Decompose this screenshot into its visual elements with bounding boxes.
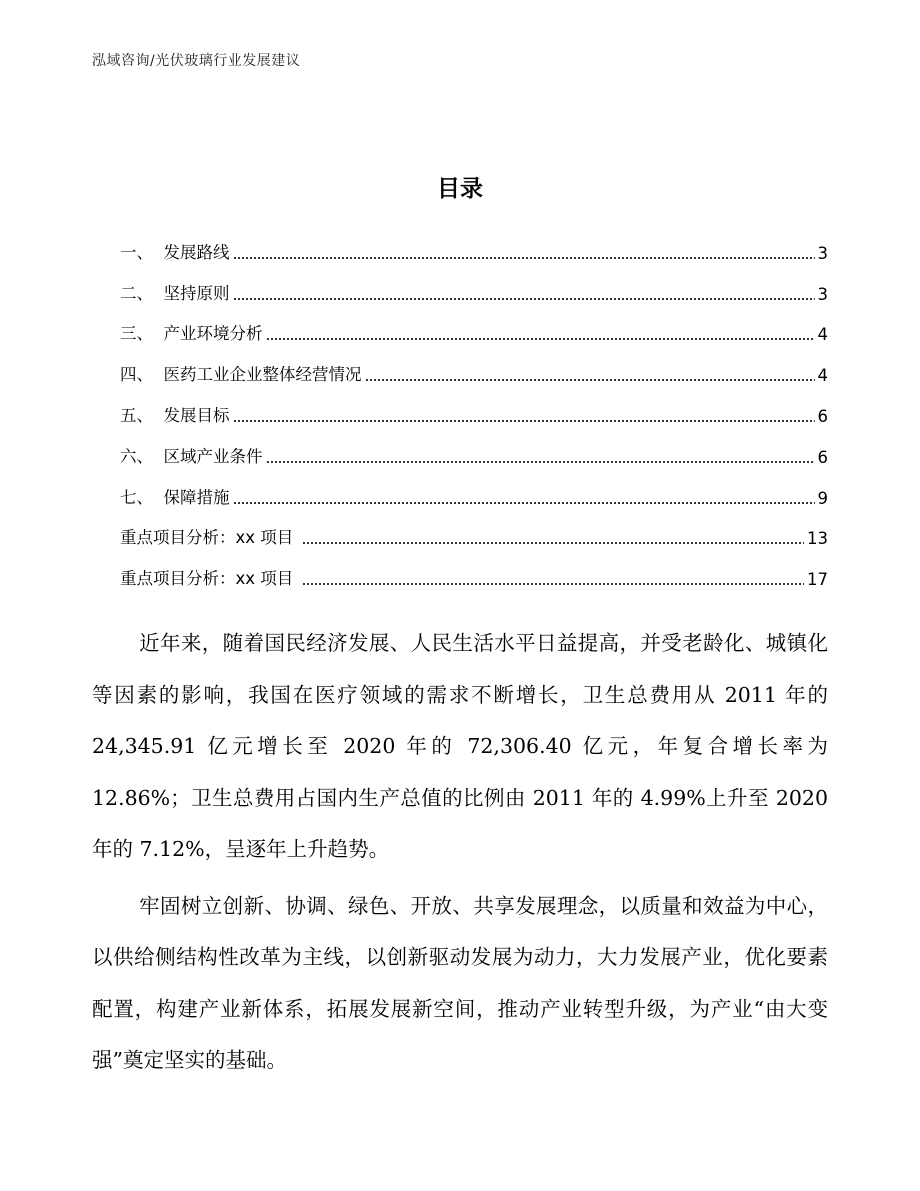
toc-entry-page: 4: [817, 366, 828, 386]
toc-entry-label: 四、 医药工业企业整体经营情况: [120, 365, 362, 385]
toc-entry-page: 9: [817, 488, 828, 508]
toc-entry-page: 4: [817, 325, 828, 345]
toc-entry-label: 七、 保障措施: [120, 487, 230, 507]
toc-entry-label: 重点项目分析：xx 项目: [120, 528, 299, 548]
toc-leader-dots: [266, 461, 815, 463]
toc-entry[interactable]: [120, 385, 828, 426]
toc-leader-dots: [233, 257, 815, 259]
toc-entry[interactable]: [120, 467, 828, 508]
body-paragraph: 近年来，随着国民经济发展、人民生活水平日益提高，并受老龄化、城镇化等因素的影响，我国在医疗领域的需求不断增长，卫生总费用从 2011 年的 24,345.91 亿元增长至 2020 年的 72,306.40 亿元，年复合增长率为 12.86%；卫生总费用占国内生产总值的比例由 2011 年的 4.99%上升至 2020 年的 7.12%，呈逐年上升趋势。: [92, 631, 828, 861]
toc-entry-page: 17: [807, 570, 828, 590]
page-header: 泓域咨询/光伏玻璃行业发展建议: [92, 53, 301, 69]
toc-entry-page: 6: [817, 406, 828, 426]
body-text: [92, 618, 828, 1092]
toc-title: 目录: [437, 176, 483, 202]
toc-entry[interactable]: [120, 263, 828, 304]
toc-entry-page: 3: [817, 243, 828, 263]
toc-entry[interactable]: [120, 304, 828, 345]
toc-entry-label: 五、 发展目标: [120, 405, 230, 425]
toc-leader-dots: [302, 542, 804, 544]
toc-entry-label: 一、 发展路线: [120, 242, 230, 262]
toc-leader-dots: [233, 298, 815, 300]
toc-entry-label: 六、 区域产业条件: [120, 446, 263, 466]
toc-leader-dots: [266, 338, 815, 340]
table-of-contents: [120, 222, 828, 589]
toc-entry[interactable]: [120, 508, 828, 549]
toc-entry-label: 二、 坚持原则: [120, 283, 230, 303]
toc-entry-page: 6: [817, 447, 828, 467]
toc-entry[interactable]: [120, 222, 828, 263]
toc-entry-page: 3: [817, 284, 828, 304]
toc-entry[interactable]: [120, 426, 828, 467]
toc-entry[interactable]: [120, 548, 828, 589]
toc-entry-page: 13: [807, 529, 828, 549]
toc-leader-dots: [233, 420, 815, 422]
toc-leader-dots: [233, 502, 815, 504]
toc-entry-label: 三、 产业环境分析: [120, 324, 263, 344]
toc-entry[interactable]: [120, 344, 828, 385]
toc-leader-dots: [365, 379, 815, 381]
toc-entry-label: 重点项目分析：xx 项目: [120, 569, 299, 589]
toc-leader-dots: [302, 583, 804, 585]
body-paragraph: 牢固树立创新、协调、绿色、开放、共享发展理念，以质量和效益为中心，以供给侧结构性改革为主线，以创新驱动发展为动力，大力发展产业，优化要素配置，构建产业新体系，拓展发展新空间，推动产业转型升级，为产业“由大变强”奠定坚实的基础。: [92, 893, 828, 1072]
